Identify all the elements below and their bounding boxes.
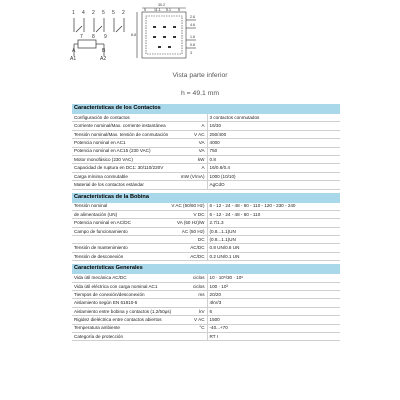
spec-label-cell — [72, 114, 207, 122]
spec-unit: kV — [199, 308, 205, 314]
spec-value: 750 — [207, 147, 340, 155]
dimension-label: 5.1 — [166, 8, 171, 12]
spec-label: Temperatura ambiente — [74, 325, 120, 331]
pin-pad — [153, 26, 156, 28]
spec-unit: AC (50 Hz) — [181, 228, 205, 234]
spec-label-cell — [72, 130, 207, 138]
spec-value: (0.8...1.1)UN — [207, 236, 340, 244]
spec-unit: A — [201, 123, 205, 129]
spec-label-cell — [72, 210, 207, 218]
relay-diagram — [0, 0, 400, 100]
spec-value: 6 — [207, 307, 340, 315]
general-section-header — [72, 264, 340, 274]
bottom-view-drawing — [137, 8, 196, 58]
coil-label: A2 — [100, 56, 107, 62]
spec-label: Tensión de mantenimiento — [74, 245, 128, 251]
spec-unit: °C — [199, 325, 205, 331]
dimension-label: 3 — [190, 51, 192, 55]
spec-label: Tiempos de conexión/desconexión — [74, 291, 145, 297]
spec-label: Potencia nominal en AC/DC — [74, 220, 131, 226]
spec-label-cell — [72, 316, 207, 324]
spec-unit: kW — [197, 156, 205, 162]
spec-unit: V AC — [194, 131, 205, 137]
pin-number: 7 — [80, 34, 83, 40]
dimension-label: 5 — [178, 8, 180, 12]
section-title: Características Generales — [72, 264, 340, 274]
spec-unit: DC — [197, 236, 205, 242]
spec-label: Material de los contactos estándar — [74, 182, 144, 188]
spec-label: Vida útil mecánica AC/DC — [74, 275, 127, 281]
spec-label: Vida útil eléctrica con carga nominal AC1 — [74, 283, 158, 289]
spec-value: AgCdO — [207, 181, 340, 189]
pin-number: 5 — [102, 10, 105, 16]
spec-label-cell — [72, 299, 207, 307]
spec-row — [72, 164, 340, 172]
spec-value: 2.7/1.3 — [207, 219, 340, 227]
spec-label: Tensión de desconexión — [74, 253, 124, 259]
spec-label-cell — [72, 122, 207, 130]
spec-row — [72, 244, 340, 252]
spec-row — [72, 130, 340, 138]
spec-unit: ciclos — [193, 283, 205, 289]
spec-value: 4kV/3 — [207, 299, 340, 307]
spec-label-cell — [72, 219, 207, 227]
spec-unit: ciclos — [193, 275, 205, 281]
pin-number: 5 — [112, 10, 115, 16]
coil-label: A1 — [70, 56, 77, 62]
spec-value: 6 - 12 - 24 - 48 - 60 - 110 - 120 - 230 - 240 — [207, 203, 340, 211]
spec-label-cell — [72, 274, 207, 282]
pin-number: 9 — [104, 34, 107, 40]
spec-value: -40...+70 — [207, 324, 340, 332]
spec-label-cell — [72, 252, 207, 260]
pin-number: 2 — [122, 10, 125, 16]
spec-row — [72, 307, 340, 315]
pin-pad — [173, 36, 176, 38]
dimension-label: 11.1 — [154, 8, 161, 12]
spec-value: 1500 — [207, 316, 340, 324]
spec-row — [72, 203, 340, 211]
spec-unit: V AC (50/60 Hz) — [171, 203, 205, 209]
coil-label: A — [72, 48, 76, 54]
spec-label: Potencia nominal en AC1 — [74, 140, 126, 146]
spec-label: Configuración de contactos — [74, 114, 130, 120]
pin-number: 8 — [92, 34, 95, 40]
spec-value: 1000 (10/10) — [207, 172, 340, 180]
pin-number: 4 — [82, 10, 85, 16]
spec-label-cell — [72, 307, 207, 315]
spec-unit: VA (50 Hz)/W — [177, 220, 205, 226]
spec-row — [72, 114, 340, 122]
dimension-label: 2.6 — [190, 15, 195, 19]
pin-pad — [168, 46, 171, 48]
spec-value: RT I — [207, 332, 340, 340]
spec-value: 20/20 — [207, 291, 340, 299]
spec-label-cell — [72, 227, 207, 235]
spec-row — [72, 181, 340, 189]
spec-value: 16/30 — [207, 122, 340, 130]
pin-pad — [163, 26, 166, 28]
spec-label: Aislamiento entre bobina y contactos (1.2/50μs) — [74, 308, 172, 314]
spec-label: Capacidad de ruptura en DC1: 30/110/220V — [74, 165, 164, 171]
coil-label: B — [102, 48, 106, 54]
spec-row — [72, 236, 340, 244]
spec-label: Carga mínima conmutable — [74, 173, 128, 179]
dimension-label: 30.2 — [158, 3, 165, 7]
spec-label: Corriente nominal/Max. corriente instantánea — [74, 123, 166, 129]
spec-row — [72, 172, 340, 180]
spec-label: Categoría de protección — [74, 333, 124, 339]
spec-label-cell — [72, 332, 207, 340]
spec-value: 0.8 UN/0.6 UN — [207, 244, 340, 252]
spec-value: 10 · 10⁶/30 · 10⁶ — [207, 274, 340, 282]
spec-unit: mW (V/mA) — [180, 173, 205, 179]
coil-section-header — [72, 193, 340, 203]
spec-label-cell — [72, 139, 207, 147]
spec-label-cell — [72, 181, 207, 189]
spec-row — [72, 332, 340, 340]
spec-unit: ms — [198, 291, 205, 297]
section-title: Características de la Bobina — [72, 193, 340, 203]
view-caption: Vista parte inferior — [172, 72, 228, 79]
spec-row — [72, 324, 340, 332]
dimension-label: 8.8 — [131, 33, 136, 37]
dimension-label: 4.6 — [190, 23, 195, 27]
spec-label: Tensión nominal/Max. tensión de conmutación — [74, 131, 169, 137]
pin-pad — [158, 46, 161, 48]
spec-label: Potencia nominal en AC15 (230 VAC) — [74, 148, 151, 154]
spec-label-cell — [72, 291, 207, 299]
spec-value: 4000 — [207, 139, 340, 147]
height-caption: h = 49.1 mm — [181, 90, 219, 97]
spec-row — [72, 227, 340, 235]
spec-value: 0.8 — [207, 155, 340, 163]
section-title: Características de los Contactos — [72, 104, 340, 114]
spec-label: Motor monofásico (230 VAC) — [74, 156, 133, 162]
spec-row — [72, 147, 340, 155]
spec-row — [72, 210, 340, 218]
dimension-label: 5 — [144, 8, 146, 12]
spec-label: Tensión nominal — [74, 203, 108, 209]
spec-label: Rigidez dieléctrica entre contactos abiertos — [74, 317, 162, 323]
pin-number: 2 — [92, 10, 95, 16]
spec-row — [72, 252, 340, 260]
spec-unit: V DC — [193, 211, 205, 217]
pin-pad — [163, 36, 166, 38]
spec-label-cell — [72, 324, 207, 332]
spec-row — [72, 274, 340, 282]
spec-value: 6 - 12 - 24 - 48 - 60 - 110 — [207, 210, 340, 218]
spec-row — [72, 316, 340, 324]
contacts-section-header — [72, 104, 340, 114]
spec-row — [72, 299, 340, 307]
spec-unit: AC/DC — [190, 245, 205, 251]
spec-row — [72, 155, 340, 163]
spec-value: 0.2 UN/0.1 UN — [207, 252, 340, 260]
spec-unit: VA — [198, 140, 205, 146]
pin-number: 1 — [72, 10, 75, 16]
spec-label-cell — [72, 282, 207, 290]
pin-pad — [153, 36, 156, 38]
spec-label-cell — [72, 244, 207, 252]
spec-label-cell — [72, 203, 207, 211]
spec-label-cell — [72, 147, 207, 155]
dimension-label: 0.8 — [190, 43, 195, 47]
spec-row — [72, 282, 340, 290]
spec-value: 250/400 — [207, 130, 340, 138]
spec-label-cell — [72, 155, 207, 163]
spec-value: (0.8...1.1)UN — [207, 227, 340, 235]
spec-label-cell — [72, 236, 207, 244]
spec-unit: VA — [198, 148, 205, 154]
spec-row — [72, 291, 340, 299]
spec-unit: AC/DC — [190, 253, 205, 259]
spec-value: 100 · 10³ — [207, 282, 340, 290]
spec-label: Campo de funcionamiento — [74, 228, 128, 234]
spec-label-cell — [72, 164, 207, 172]
spec-value: 16/0.6/0.4 — [207, 164, 340, 172]
spec-unit: V AC — [194, 317, 205, 323]
spec-value: 3 contactos conmutados — [207, 114, 340, 122]
spec-label: de alimentación (UN) — [74, 211, 118, 217]
spec-label: Aislamiento según EN 61810-5 — [74, 300, 138, 306]
dimension-label: 1.6 — [190, 35, 195, 39]
spec-unit: A — [201, 165, 205, 171]
specs-table — [72, 104, 340, 341]
spec-row — [72, 122, 340, 130]
pin-pad — [173, 26, 176, 28]
spec-row — [72, 219, 340, 227]
spec-row — [72, 139, 340, 147]
spec-label-cell — [72, 172, 207, 180]
